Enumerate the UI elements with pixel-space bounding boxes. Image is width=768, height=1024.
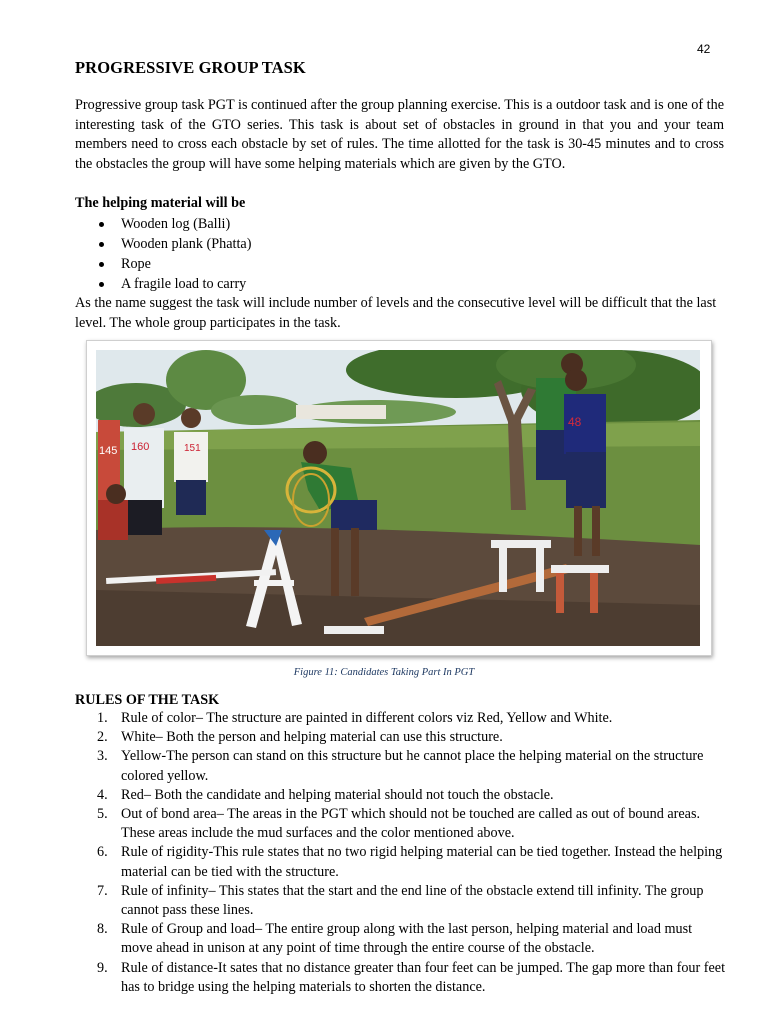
rule-number: 8.	[97, 921, 108, 938]
rule-number: 7.	[97, 882, 108, 899]
rule-text: Rule of rigidity-This rule states that no two rigid helping material can be tied together. Instead the helping material can be tied with the structure.	[121, 844, 723, 880]
bullet-icon	[99, 262, 104, 267]
pgt-photo-illustration	[96, 350, 700, 646]
rules-list	[75, 709, 727, 997]
rule-item	[75, 882, 727, 920]
rule-text: Rule of distance-It sates that no distance greater than four feet can be jumped. The gap more than four feet has to bridge using the helping materials to shorten the distance.	[121, 959, 726, 995]
helping-material-heading: The helping material will be	[75, 195, 246, 211]
helping-material-item	[75, 214, 251, 234]
rule-text: Rule of color– The structure are painted in different colors viz Red, Yellow and White.	[121, 710, 613, 726]
after-list-paragraph: As the name suggest the task will include number of levels and the consecutive level will be difficult that the last level. The whole group participates in the task.	[75, 295, 717, 331]
helping-material-label: Wooden plank (Phatta)	[121, 236, 252, 252]
helping-material-label: Rope	[121, 256, 151, 272]
figure-photo	[96, 350, 700, 646]
rule-item	[75, 728, 727, 747]
bullet-icon	[99, 242, 104, 247]
helping-material-item	[75, 274, 251, 294]
helping-material-item	[75, 254, 251, 274]
rule-item	[75, 843, 727, 881]
rule-text: Rule of infinity– This states that the start and the end line of the obstacle extend till infinity. The group cannot pass these lines.	[121, 882, 704, 919]
rule-text: White– Both the person and helping material can use this structure.	[121, 729, 503, 746]
helping-material-label: A fragile load to carry	[121, 276, 247, 292]
jersey-number: 48	[568, 415, 582, 429]
rule-item	[75, 786, 727, 805]
rule-number: 3.	[97, 748, 108, 765]
rule-number: 1.	[97, 710, 108, 726]
rules-heading: RULES OF THE TASK	[75, 692, 220, 708]
rule-text: Rule of Group and load– The entire group along with the last person, helping material and load must move ahead in unison at any point of time through the entire course of the obstacle.	[121, 921, 693, 957]
rule-text: Out of bond area– The areas in the PGT which should not be touched are called as out of bound areas. These areas include the mud surfaces and the color mentioned above.	[121, 806, 701, 842]
rule-number: 5.	[97, 806, 108, 823]
jersey-number: 151	[184, 443, 201, 454]
rule-number: 6.	[97, 844, 108, 861]
rule-item	[75, 959, 727, 997]
figure-caption: Figure 11: Candidates Taking Part In PGT	[293, 667, 475, 678]
page-title: PROGRESSIVE GROUP TASK	[75, 58, 306, 77]
rule-text: Yellow-The person can stand on this structure but he cannot place the helping material on the structure colored yellow.	[121, 748, 704, 784]
rule-text: Red– Both the candidate and helping material should not touch the obstacle.	[121, 786, 554, 803]
rule-item	[75, 709, 727, 728]
rule-item	[75, 805, 727, 843]
page-number: 42	[697, 42, 711, 56]
intro-paragraph: Progressive group task PGT is continued after the group planning exercise. This is a outdoor task and is one of the interesting task of the GTO series. This task is about set of obstacles in ground in that you and your team members need to cross each obstacle by set of rules. The time allotted for the task is 30-45 minutes and to cross the obstacles the group will have some helping materials which are given by the GTO.	[75, 97, 724, 173]
bullet-icon	[99, 282, 104, 287]
rule-number: 4.	[97, 786, 108, 803]
jersey-number: 145	[99, 445, 118, 457]
rule-item	[75, 920, 727, 958]
jersey-number: 160	[131, 441, 150, 453]
rule-number: 9.	[97, 959, 108, 976]
helping-material-label: Wooden log (Balli)	[121, 216, 231, 232]
rule-item	[75, 747, 727, 785]
helping-material-list	[75, 214, 251, 294]
bullet-icon	[99, 222, 104, 227]
rule-number: 2.	[97, 729, 108, 746]
helping-material-item	[75, 234, 251, 254]
